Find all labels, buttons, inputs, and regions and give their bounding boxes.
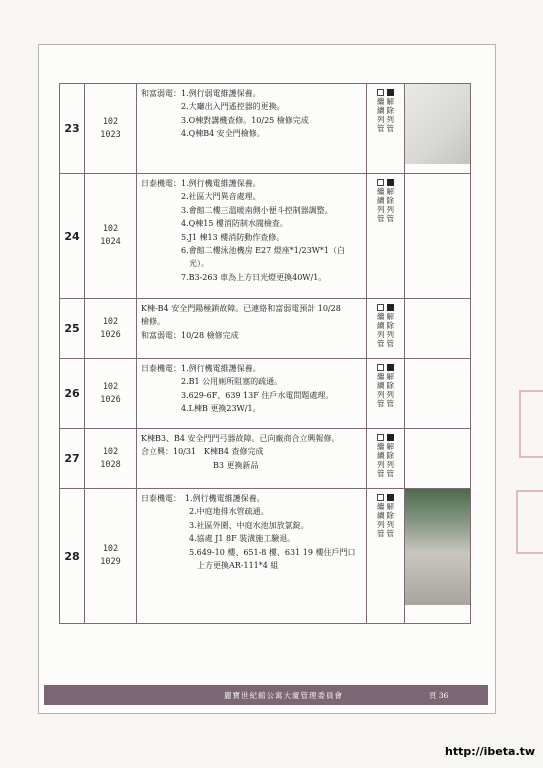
- description-line: 3.會館二樓三溫暖南側小便斗控制器調整。: [141, 205, 333, 215]
- date-monthday: 1028: [100, 459, 121, 470]
- seal-stamp-bottom: [516, 490, 543, 554]
- description-line: 光）。: [141, 259, 209, 269]
- unchecked-box-icon: [377, 494, 384, 501]
- row-photo: [405, 429, 471, 489]
- status-continue: 繼 續 列 管: [377, 179, 385, 223]
- row-photo: [405, 84, 471, 174]
- row-description: [137, 359, 367, 429]
- status-resolved: 解 除 列 管: [387, 179, 395, 223]
- status-resolved: 解 除 列 管: [387, 494, 395, 538]
- row-photo: [405, 489, 471, 624]
- checked-box-icon: [387, 179, 394, 186]
- description-line: 2.中庭地排水管疏通。: [141, 507, 269, 517]
- status-resolved: 解 除 列 管: [387, 434, 395, 478]
- table-row: [60, 359, 471, 429]
- row-description: [137, 84, 367, 174]
- status-resolved: 解 除 列 管: [387, 364, 395, 408]
- description-line: 4.L棟B 更換23W/1。: [141, 404, 261, 414]
- row-number: 25: [60, 299, 85, 359]
- footer-title: 麗寶世紀館公寓大廈管理委員會: [224, 691, 343, 700]
- row-photo: [405, 299, 471, 359]
- description-line: B3 更換新品: [141, 460, 259, 470]
- status-continue: 繼 續 列 管: [377, 304, 385, 348]
- checked-box-icon: [387, 494, 394, 501]
- row-date: [85, 429, 137, 489]
- description-line: 4.Q棟15 樓消防制水閥檢查。: [141, 219, 288, 229]
- date-monthday: 1029: [100, 557, 121, 567]
- description-line: 3.社區外圍、中庭水池加放氯錠。: [141, 520, 309, 530]
- status-continue: 繼 續 列 管: [377, 434, 385, 478]
- description-line: 6.會館二樓泳池機房 E27 燈座*1/23W*1（白: [141, 246, 346, 256]
- row-date: [85, 489, 137, 624]
- date-year: 102: [102, 316, 119, 327]
- date-monthday: 1023: [100, 129, 121, 140]
- row-description: [137, 174, 367, 299]
- description-line: 3.629-6F、639 13F 住戶水電問題處理。: [141, 390, 334, 400]
- unchecked-box-icon: [377, 434, 384, 441]
- checked-box-icon: [387, 89, 394, 96]
- description-line: K棟-B4 安全門陽極鎖故障。已連絡和富弱電預計 10/28: [141, 304, 341, 313]
- description-line: 和富弱電：10/28 檢修完成: [141, 330, 239, 340]
- row-date: [85, 299, 137, 359]
- description-line: 2.社區大門異音處理。: [141, 192, 261, 202]
- row-description: [137, 489, 367, 624]
- status-continue: 繼 續 列 管: [377, 364, 385, 408]
- row-status: [367, 489, 405, 624]
- row-photo: [405, 174, 471, 299]
- description-line: 和富弱電：1.例行弱電維護保養。: [141, 89, 261, 98]
- table-row: [60, 489, 471, 624]
- unchecked-box-icon: [377, 364, 384, 371]
- row-status: [367, 429, 405, 489]
- row-status: [367, 299, 405, 359]
- document-page: [38, 44, 496, 714]
- checked-box-icon: [387, 364, 394, 371]
- row-number: 26: [60, 359, 85, 429]
- table-row: [60, 174, 471, 299]
- row-status: [367, 84, 405, 174]
- row-number: 27: [60, 429, 85, 489]
- row-number: 28: [60, 489, 85, 624]
- row-date: [85, 84, 137, 174]
- status-resolved: 解 除 列 管: [387, 304, 395, 348]
- unchecked-box-icon: [377, 179, 384, 186]
- date-year: 102: [102, 224, 119, 234]
- row-description: [137, 429, 367, 489]
- page-footer: [44, 685, 488, 705]
- date-year: 102: [102, 446, 119, 457]
- remote-control-photo: [405, 84, 470, 164]
- status-resolved: 解 除 列 管: [387, 89, 395, 133]
- seal-stamp-top: [519, 390, 543, 458]
- watermark-url: http://ibeta.tw: [445, 745, 536, 758]
- unchecked-box-icon: [377, 89, 384, 96]
- table-row: [60, 84, 471, 174]
- description-line: 檢修。: [141, 317, 165, 327]
- description-line: 日泰機電：1.例行機電維護保養。: [141, 179, 261, 188]
- checked-box-icon: [387, 304, 394, 311]
- description-line: 2.大廳出入門遙控器的更換。: [141, 102, 285, 112]
- date-year: 102: [102, 544, 119, 554]
- date-monthday: 1024: [100, 237, 121, 247]
- checked-box-icon: [387, 434, 394, 441]
- table-row: [60, 429, 471, 489]
- description-line: 日泰機電：1.例行機電維護保養。: [141, 364, 261, 373]
- date-year: 102: [102, 381, 119, 392]
- date-monthday: 1026: [100, 329, 121, 340]
- description-line: 5.J1 棟13 樓消防動作查修。: [141, 232, 285, 242]
- description-line: 合立興：10/31 K棟B4 查修完成: [141, 447, 264, 457]
- description-line: 5.649-10 樓、651-8 樓、631 19 樓住戶門口: [141, 547, 356, 557]
- table-row: [60, 299, 471, 359]
- status-continue: 繼 續 列 管: [377, 494, 385, 538]
- date-monthday: 1026: [100, 394, 121, 405]
- unchecked-box-icon: [377, 304, 384, 311]
- row-number: 23: [60, 84, 85, 174]
- date-year: 102: [102, 116, 119, 127]
- description-line: 4.協處 J1 8F 裝潢施工驗退。: [141, 534, 296, 544]
- description-line: 上方更換AR-111*4 組: [141, 561, 279, 571]
- page-number: 頁 36: [429, 691, 449, 700]
- description-line: 4.Q棟B4 安全門檢修。: [141, 129, 265, 139]
- status-continue: 繼 續 列 管: [377, 89, 385, 133]
- row-number: 24: [60, 174, 85, 299]
- description-line: 日泰機電： 1.例行機電維護保養。: [141, 494, 265, 503]
- row-date: [85, 174, 137, 299]
- maintenance-log-table: [59, 83, 471, 624]
- row-photo: [405, 359, 471, 429]
- row-description: [137, 299, 367, 359]
- courtyard-pool-photo: [405, 489, 470, 605]
- row-status: [367, 359, 405, 429]
- description-line: 7.B3-263 車為上方日光燈更換40W/1。: [141, 272, 327, 282]
- description-line: 2.B1 公用廁所阻塞的疏通。: [141, 377, 283, 387]
- row-date: [85, 359, 137, 429]
- description-line: 3.O棟對講機查修。10/25 檢修完成: [141, 115, 309, 125]
- description-line: K棟B3、B4 安全門門弓器故障。已向廠商合立興報修。: [141, 434, 340, 443]
- row-status: [367, 174, 405, 299]
